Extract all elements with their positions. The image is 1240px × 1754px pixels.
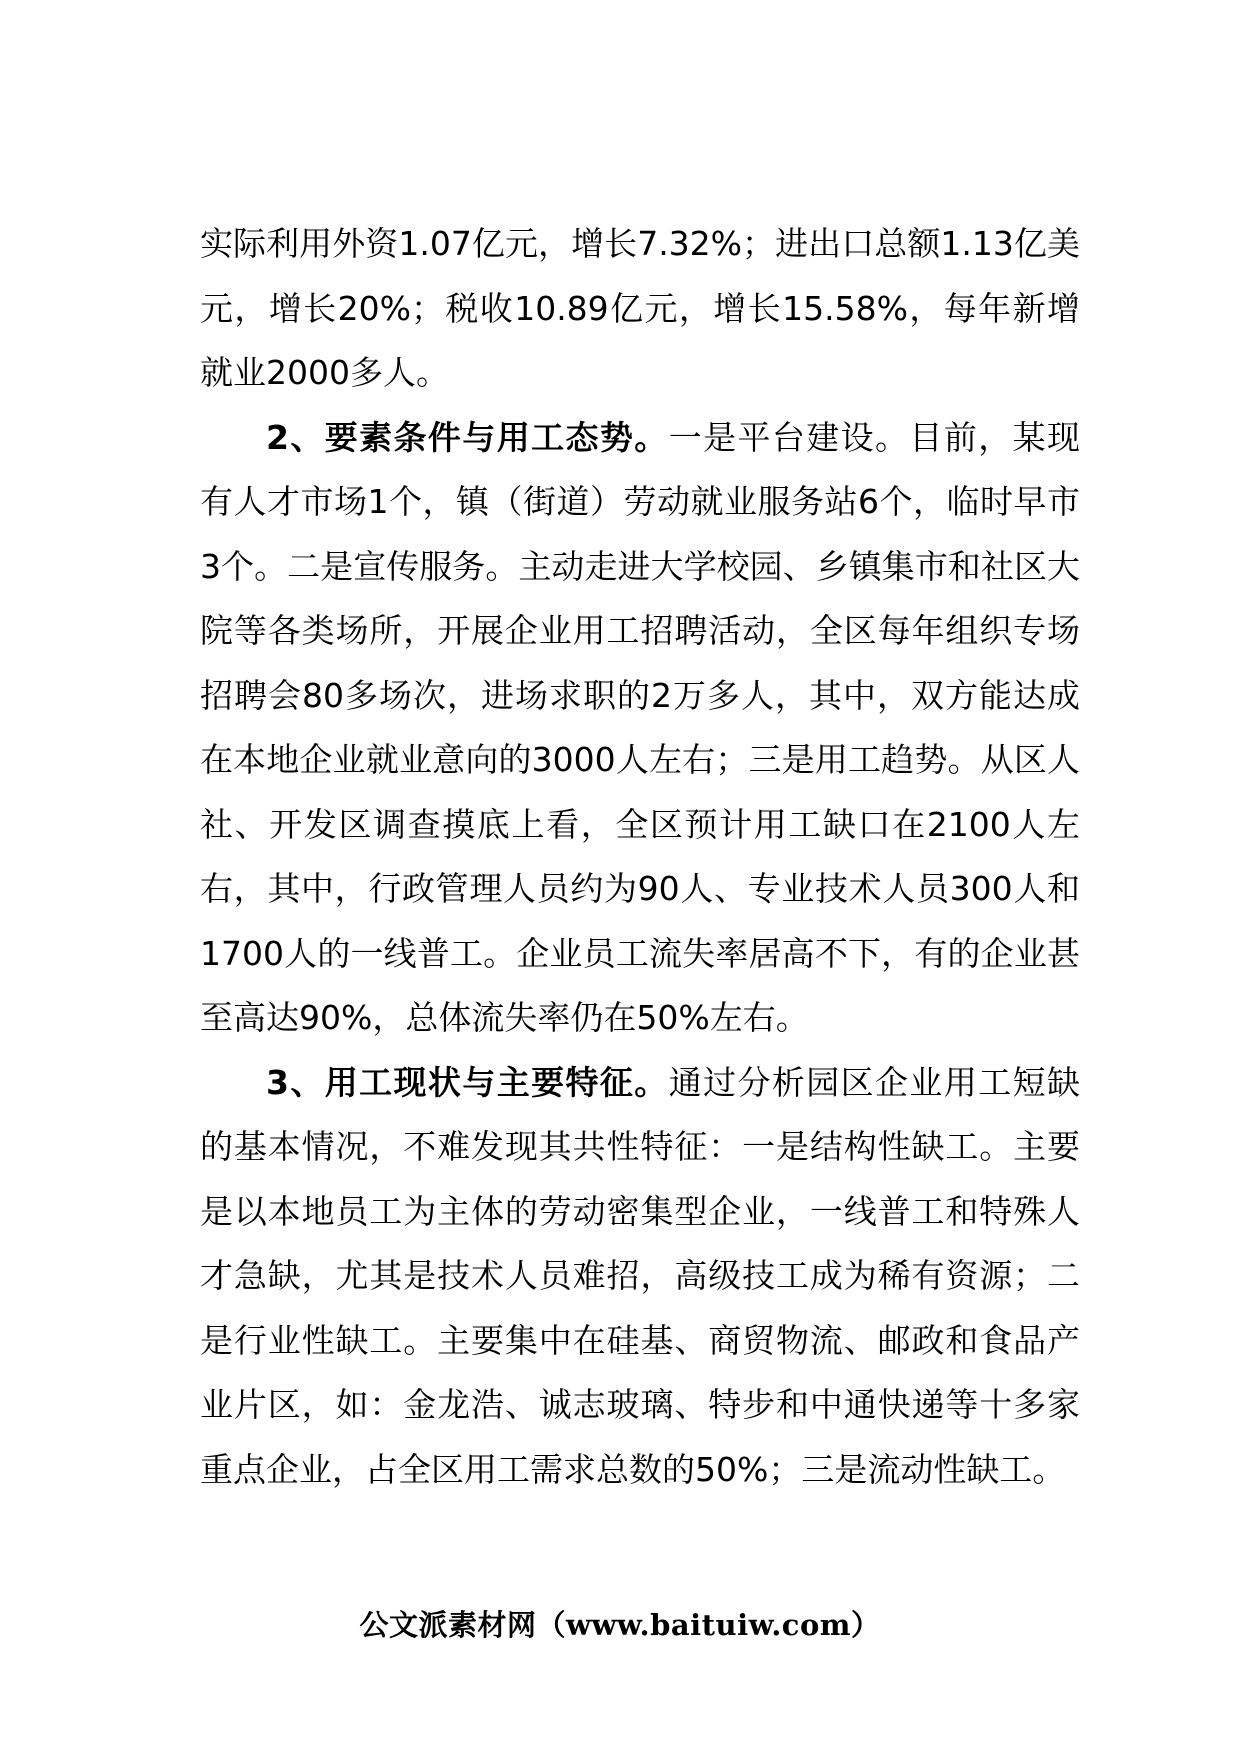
section-heading: 2、要素条件与用工态势。 [266, 417, 669, 457]
paragraph-text: 通过分析园区企业用工短缺的基本情况，不难发现其共性特征：一是结构性缺工。主要是以本地员工为主体的劳动密集型企业，一线普工和特殊人才急缺，尤其是技术人员难招，高级技工成为稀有资源；二是行业性缺工。主要集中在硅基、商贸物流、邮政和食品产业片区，如：金龙浩、诚志玻璃、特步和中通快递等十多家重点企业，占全区用工需求总数的50%；三是流动性缺工。 [200, 1062, 1081, 1489]
paragraph-employment-status [200, 1051, 1080, 1503]
paragraph-factors-and-employment [200, 406, 1080, 1051]
document-body [200, 212, 1080, 1502]
paragraph-text: 实际利用外资1.07亿元，增长7.32%；进出口总额1.13亿美元，增长20%；税收10.89亿元，增长15.58%，每年新增就业2000多人。 [200, 224, 1080, 392]
footer-watermark: 公文派素材网（www.baituiw.com） [359, 1608, 881, 1642]
paragraph-continuation [200, 212, 1080, 406]
paragraph-text: 一是平台建设。目前，某现有人才市场1个，镇（街道）劳动就业服务站6个，临时早市3个。二是宣传服务。主动走进大学校园、乡镇集市和社区大院等各类场所，开展企业用工招聘活动，全区每年组织专场招聘会80多场次，进场求职的2万多人，其中，双方能达成在本地企业就业意向的3000人左右；三是用工趋势。从区人社、开发区调查摸底上看，全区预计用工缺口在2100人左右，其中，行政管理人员约为90人、专业技术人员300人和1700人的一线普工。企业员工流失率居高不下，有的企业甚至高达90%，总体流失率仍在50%左右。 [200, 417, 1081, 1037]
section-heading: 3、用工现状与主要特征。 [266, 1062, 669, 1102]
